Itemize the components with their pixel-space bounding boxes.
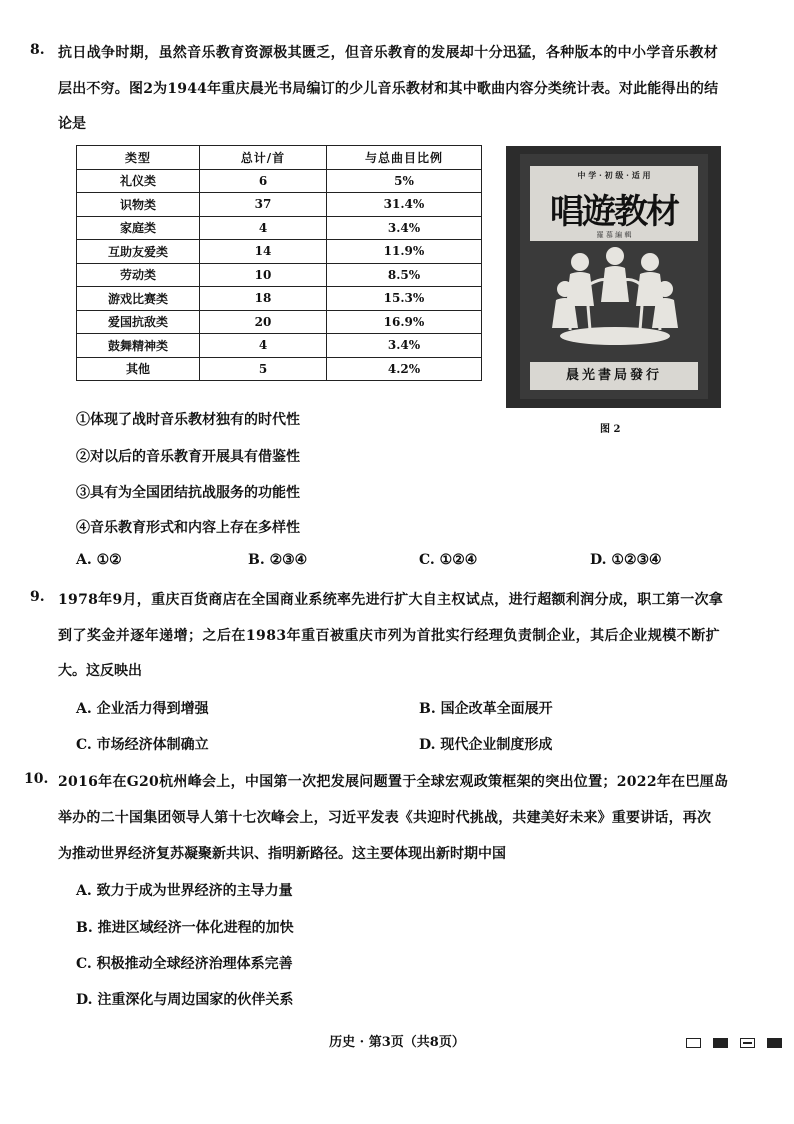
table-cell: 37 bbox=[200, 193, 327, 217]
solid-block-icon bbox=[713, 1038, 728, 1048]
figure-caption: 图 2 bbox=[600, 424, 621, 435]
question-8-stem-line-3: 论是 bbox=[58, 116, 86, 132]
table-cell: 18 bbox=[200, 287, 327, 311]
solid-block-icon bbox=[767, 1038, 782, 1048]
q8-option-c[interactable]: C. ①②④ bbox=[419, 552, 478, 568]
question-10-number: 10. bbox=[24, 771, 49, 787]
table-cell: 劳动类 bbox=[77, 263, 200, 287]
table-cell: 16.9% bbox=[327, 310, 482, 334]
table-cell: 5 bbox=[200, 357, 327, 381]
table-cell: 11.9% bbox=[327, 240, 482, 264]
question-8-stem-line-2: 层出不穷。图2为1944年重庆晨光书局编订的少儿音乐教材和其中歌曲内容分类统计表。对此能得出的结 bbox=[58, 81, 719, 97]
statement-2: ②对以后的音乐教育开展具有借鉴性 bbox=[76, 449, 300, 465]
q10-option-a[interactable]: A. 致力于成为世界经济的主导力量 bbox=[76, 883, 293, 899]
question-10-stem-line-3: 为推动世界经济复苏凝聚新共识、指明新路径。这主要体现出新时期中国 bbox=[58, 846, 506, 862]
table-cell: 8.5% bbox=[327, 263, 482, 287]
table-header: 类型 bbox=[77, 146, 200, 170]
table-row bbox=[77, 216, 482, 240]
statement-4: ④音乐教育形式和内容上存在多样性 bbox=[76, 520, 300, 536]
page-footer: 历史 · 第3页（共8页） bbox=[329, 1035, 465, 1050]
table-cell: 家庭类 bbox=[77, 216, 200, 240]
table-cell: 3.4% bbox=[327, 334, 482, 358]
q8-option-b[interactable]: B. ②③④ bbox=[248, 552, 308, 568]
table-row bbox=[77, 334, 482, 358]
q9-option-c[interactable]: C. 市场经济体制确立 bbox=[76, 737, 209, 753]
table-cell: 互助友爱类 bbox=[77, 240, 200, 264]
table-cell: 4 bbox=[200, 216, 327, 240]
question-10-stem-line-2: 举办的二十国集团领导人第十七次峰会上，习近平发表《共迎时代挑战，共建美好未来》重要讲话，再次 bbox=[58, 810, 712, 826]
table-row bbox=[77, 169, 482, 193]
table-cell: 鼓舞精神类 bbox=[77, 334, 200, 358]
table-row bbox=[77, 287, 482, 311]
q10-option-b[interactable]: B. 推进区域经济一体化进程的加快 bbox=[76, 920, 294, 936]
q10-option-d[interactable]: D. 注重深化与周边国家的伙伴关系 bbox=[76, 992, 294, 1008]
q8-option-a[interactable]: A. ①② bbox=[76, 552, 122, 568]
footer-marks bbox=[686, 1033, 794, 1052]
table-row bbox=[77, 310, 482, 334]
statement-3: ③具有为全国团结抗战服务的功能性 bbox=[76, 485, 300, 501]
table-header-row bbox=[77, 146, 482, 170]
table-cell: 4 bbox=[200, 334, 327, 358]
q9-option-b[interactable]: B. 国企改革全面展开 bbox=[419, 701, 553, 717]
table-cell: 礼仪类 bbox=[77, 169, 200, 193]
table-row bbox=[77, 263, 482, 287]
table-cell: 14 bbox=[200, 240, 327, 264]
question-8-stem-line-1: 抗日战争时期，虽然音乐教育资源极其匮乏，但音乐教育的发展却十分迅猛，各种版本的中小学音乐教材 bbox=[58, 45, 719, 61]
question-9-stem-line-3: 大。这反映出 bbox=[58, 663, 142, 679]
cover-editor: 羅 慕 編 輯 bbox=[596, 231, 632, 239]
cover-title-label bbox=[530, 166, 698, 241]
cover-publisher: 晨光書局發行 bbox=[530, 362, 698, 390]
table-cell: 3.4% bbox=[327, 216, 482, 240]
q9-option-a[interactable]: A. 企业活力得到增强 bbox=[76, 701, 209, 717]
table-cell: 15.3% bbox=[327, 287, 482, 311]
outline-block-icon bbox=[686, 1038, 701, 1048]
table-cell: 5% bbox=[327, 169, 482, 193]
table-row bbox=[77, 240, 482, 264]
table-header: 与总曲目比例 bbox=[327, 146, 482, 170]
cover-board bbox=[520, 154, 708, 399]
table-cell: 爱国抗敌类 bbox=[77, 310, 200, 334]
children-dancing-illustration bbox=[550, 244, 680, 354]
cover-title: 唱遊教材 bbox=[550, 192, 678, 232]
question-9-stem-line-1: 1978年9月，重庆百货商店在全国商业系统率先进行扩大自主权试点，进行超额利润分成，职工第一次拿 bbox=[58, 592, 724, 608]
table-cell: 10 bbox=[200, 263, 327, 287]
table-cell: 其他 bbox=[77, 357, 200, 381]
striped-block-icon bbox=[740, 1038, 755, 1048]
table-cell: 20 bbox=[200, 310, 327, 334]
q10-option-c[interactable]: C. 积极推动全球经济治理体系完善 bbox=[76, 956, 293, 972]
table-row bbox=[77, 357, 482, 381]
table-header: 总计/首 bbox=[200, 146, 327, 170]
cover-subtitle: 中 学 · 初 级 · 适 用 bbox=[577, 170, 651, 180]
table-cell: 31.4% bbox=[327, 193, 482, 217]
statement-1: ①体现了战时音乐教材独有的时代性 bbox=[76, 412, 300, 428]
song-category-table bbox=[76, 145, 482, 381]
question-8-number: 8. bbox=[30, 42, 45, 58]
table-cell: 游戏比赛类 bbox=[77, 287, 200, 311]
question-10-stem-line-1: 2016年在G20杭州峰会上，中国第一次把发展问题置于全球宏观政策框架的突出位置；2022年在巴厘岛 bbox=[58, 774, 729, 790]
table-row bbox=[77, 193, 482, 217]
q8-option-d[interactable]: D. ①②③④ bbox=[590, 552, 662, 568]
question-9-stem-line-2: 到了奖金并逐年递增；之后在1983年重百被重庆市列为首批实行经理负责制企业，其后企业规模不断扩 bbox=[58, 628, 721, 644]
q9-option-d[interactable]: D. 现代企业制度形成 bbox=[419, 737, 553, 753]
question-9-number: 9. bbox=[30, 589, 45, 605]
table-cell: 6 bbox=[200, 169, 327, 193]
textbook-cover-photo bbox=[506, 146, 721, 408]
table-cell: 识物类 bbox=[77, 193, 200, 217]
table-cell: 4.2% bbox=[327, 357, 482, 381]
